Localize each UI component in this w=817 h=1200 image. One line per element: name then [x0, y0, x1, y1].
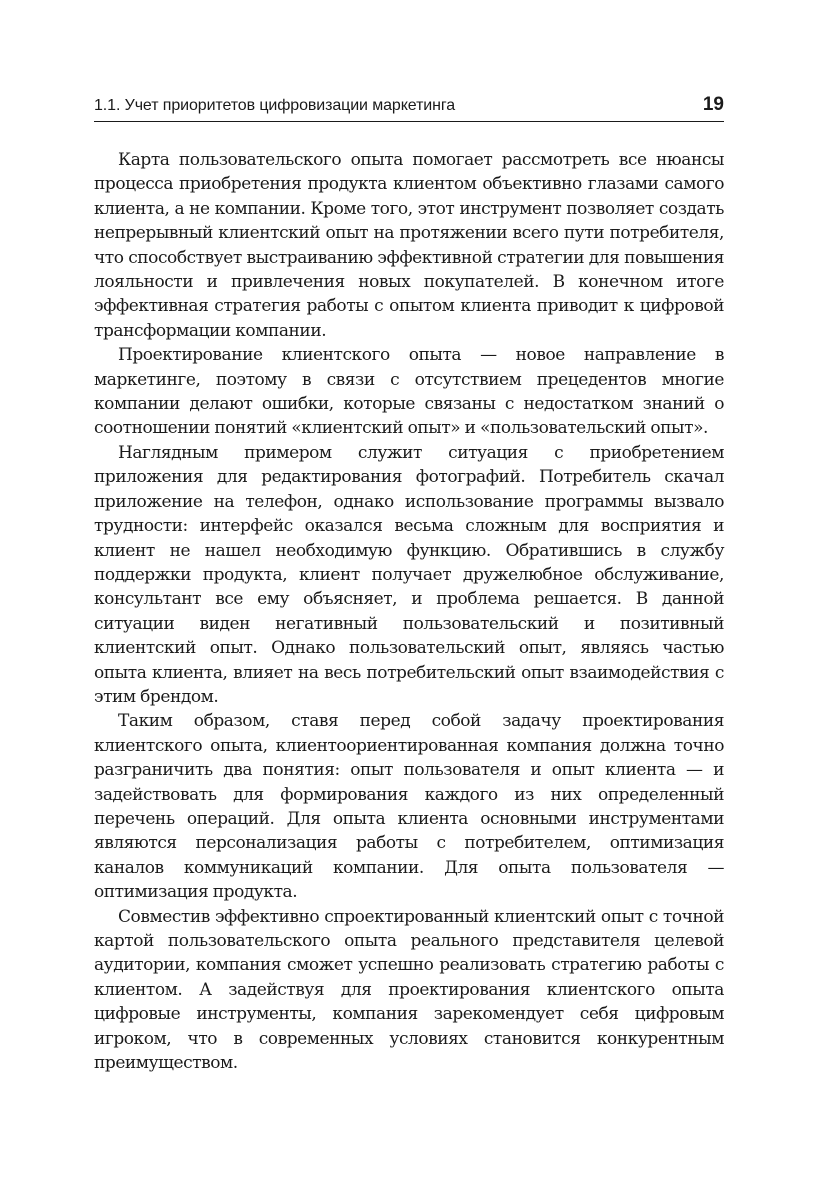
page-number: 19	[702, 94, 724, 115]
paragraph-5: Совместив эффективно спроектированный клиентский опыт с точной картой пользовательского опыта реального представителя целевой аудитории, компания сможет успешно реализовать стратегию работы с клиентом. А задействуя для проектирования клиентского опыта цифровые инструменты, компания зарекомендует себя цифровым игроком, что в современных условиях становится конкурентным преимуществом.	[94, 906, 724, 1074]
section-title: 1.1. Учет приоритетов цифровизации маркетинга	[94, 97, 456, 114]
paragraph-1: Карта пользовательского опыта помогает рассмотреть все нюансы процесса приобретения продукта клиентом объективно глазами самого клиента, а не компании. Кроме того, этот инструмент позволяет создать непрерывный клиентский опыт на протяжении всего пути потребителя, что способствует выстраиванию эффективной стратегии для повышения лояльности и привлечения новых покупателей. В конечном итоге эффективная стратегия работы с опытом клиента приводит к цифровой трансформации компании.	[94, 150, 724, 341]
body-text	[94, 148, 724, 1075]
book-page	[94, 94, 724, 1075]
paragraph-2: Проектирование клиентского опыта — новое направление в маркетинге, поэтому в связи с отсутствием прецедентов многие компании делают ошибки, которые связаны с недостатком знаний о соотношении понятий «клиентский опыт» и «пользовательский опыт».	[94, 345, 724, 439]
paragraph-4: Таким образом, ставя перед собой задачу проектирования клиентского опыта, клиентоориентированная компания должна точно разграничить два понятия: опыт пользователя и опыт клиента — и задействовать для формирования каждого из них определенный перечень операций. Для опыта клиента основными инструментами являются персонализация работы с потребителем, оптимизация каналов коммуникаций компании. Для опыта пользователя — оптимизация продукта.	[94, 711, 724, 903]
paragraph-3: Наглядным примером служит ситуация с приобретением приложения для редактирования фотографий. Потребитель скачал приложение на телефон, однако использование программы вызвало трудности: интерфейс оказался весьма сложным для восприятия и клиент не нашел необходимую функцию. Обратившись в службу поддержки продукта, клиент получает дружелюбное обслуживание, консультант все ему объясняет, и проблема решается. В данной ситуации виден негативный пользовательский и позитивный клиентский опыт. Однако пользовательский опыт, являясь частью опыта клиента, влияет на весь потребительский опыт взаимодействия с этим брендом.	[94, 442, 724, 707]
running-header	[94, 94, 724, 122]
